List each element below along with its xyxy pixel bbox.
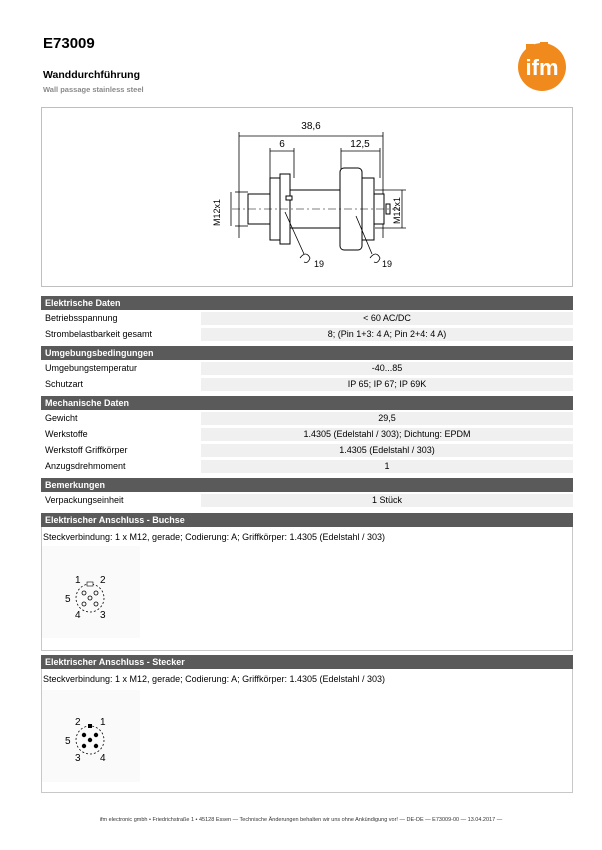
pin-label-4: 4 (100, 753, 106, 764)
row-value: < 60 AC/DC (201, 312, 573, 326)
row-label: Werkstoffe (45, 429, 88, 439)
row-packaging (41, 493, 573, 509)
pin-label-2: 2 (100, 575, 106, 586)
row-value: 8; (Pin 1+3: 4 A; Pin 2+4: 4 A) (201, 328, 573, 342)
dim-left: 6 (279, 139, 285, 150)
section-socket: Elektrischer Anschluss - Buchse (41, 513, 573, 527)
row-label: Werkstoff Griffkörper (45, 445, 128, 455)
pin-label-2: 2 (75, 717, 81, 728)
row-label: Betriebsspannung (45, 313, 118, 323)
product-code: E73009 (43, 35, 95, 52)
row-label: Strombelastbarkeit gesamt (45, 329, 153, 339)
ifm-logo (512, 40, 572, 92)
row-protection (41, 377, 573, 393)
section-ambient: Umgebungsbedingungen (41, 346, 573, 360)
wrench-left: 19 (314, 259, 325, 269)
row-label: Gewicht (45, 413, 78, 423)
section-electrical: Elektrische Daten (41, 296, 573, 310)
row-value: 29,5 (201, 412, 573, 426)
row-value: 1.4305 (Edelstahl / 303) (201, 444, 573, 458)
row-weight (41, 411, 573, 427)
row-label: Anzugsdrehmoment (45, 461, 126, 471)
section-remarks: Bemerkungen (41, 478, 573, 492)
footer-text: ifm electronic gmbh • Friedrichstraße 1 • 45128 Essen — Technische Änderungen behalten wir uns ohne Ankündigung vor! — DE-DE — E73009-00 — 13.04.2017 — (99, 817, 503, 823)
pin-label-4: 4 (75, 610, 81, 621)
socket-pin-diagram (42, 546, 140, 638)
row-torque (41, 459, 573, 475)
thread-left: M12x1 (212, 198, 222, 226)
plug-pin-diagram (42, 690, 140, 782)
product-name: Wanddurchführung (43, 69, 141, 81)
row-value: 1 Stück (201, 494, 573, 508)
pin-label-5: 5 (65, 594, 71, 605)
row-ambient-temperature (41, 361, 573, 377)
row-value: -40...85 (201, 362, 573, 376)
row-label: Schutzart (45, 379, 84, 389)
svg-text:ifm: ifm (525, 55, 559, 80)
row-current-rating (41, 327, 573, 343)
row-value: 1 (201, 460, 573, 474)
socket-description: Steckverbindung: 1 x M12, gerade; Codierung: A; Griffkörper: 1.4305 (Edelstahl / 303) (43, 532, 386, 542)
section-plug: Elektrischer Anschluss - Stecker (41, 655, 573, 669)
dim-total: 38,6 (301, 121, 321, 132)
row-label: Verpackungseinheit (45, 495, 124, 505)
pin-label-1: 1 (75, 575, 81, 586)
row-grip-material (41, 443, 573, 459)
row-materials (41, 427, 573, 443)
row-value: 1.4305 (Edelstahl / 303); Dichtung: EPDM (201, 428, 573, 442)
dim-right: 12,5 (350, 139, 370, 150)
row-operating-voltage (41, 311, 573, 327)
pin-label-1: 1 (100, 717, 106, 728)
pin-label-3: 3 (100, 610, 106, 621)
thread-right: M12x1 (392, 196, 402, 224)
wrench-right: 19 (382, 259, 393, 269)
pin-label-5: 5 (65, 736, 71, 747)
dimension-drawing (41, 107, 573, 287)
row-value: IP 65; IP 67; IP 69K (201, 378, 573, 392)
section-mechanical: Mechanische Daten (41, 396, 573, 410)
pin-label-3: 3 (75, 753, 81, 764)
product-description: Wall passage stainless steel (43, 85, 144, 94)
row-label: Umgebungstemperatur (45, 363, 138, 373)
plug-description: Steckverbindung: 1 x M12, gerade; Codierung: A; Griffkörper: 1.4305 (Edelstahl / 303) (43, 674, 386, 684)
